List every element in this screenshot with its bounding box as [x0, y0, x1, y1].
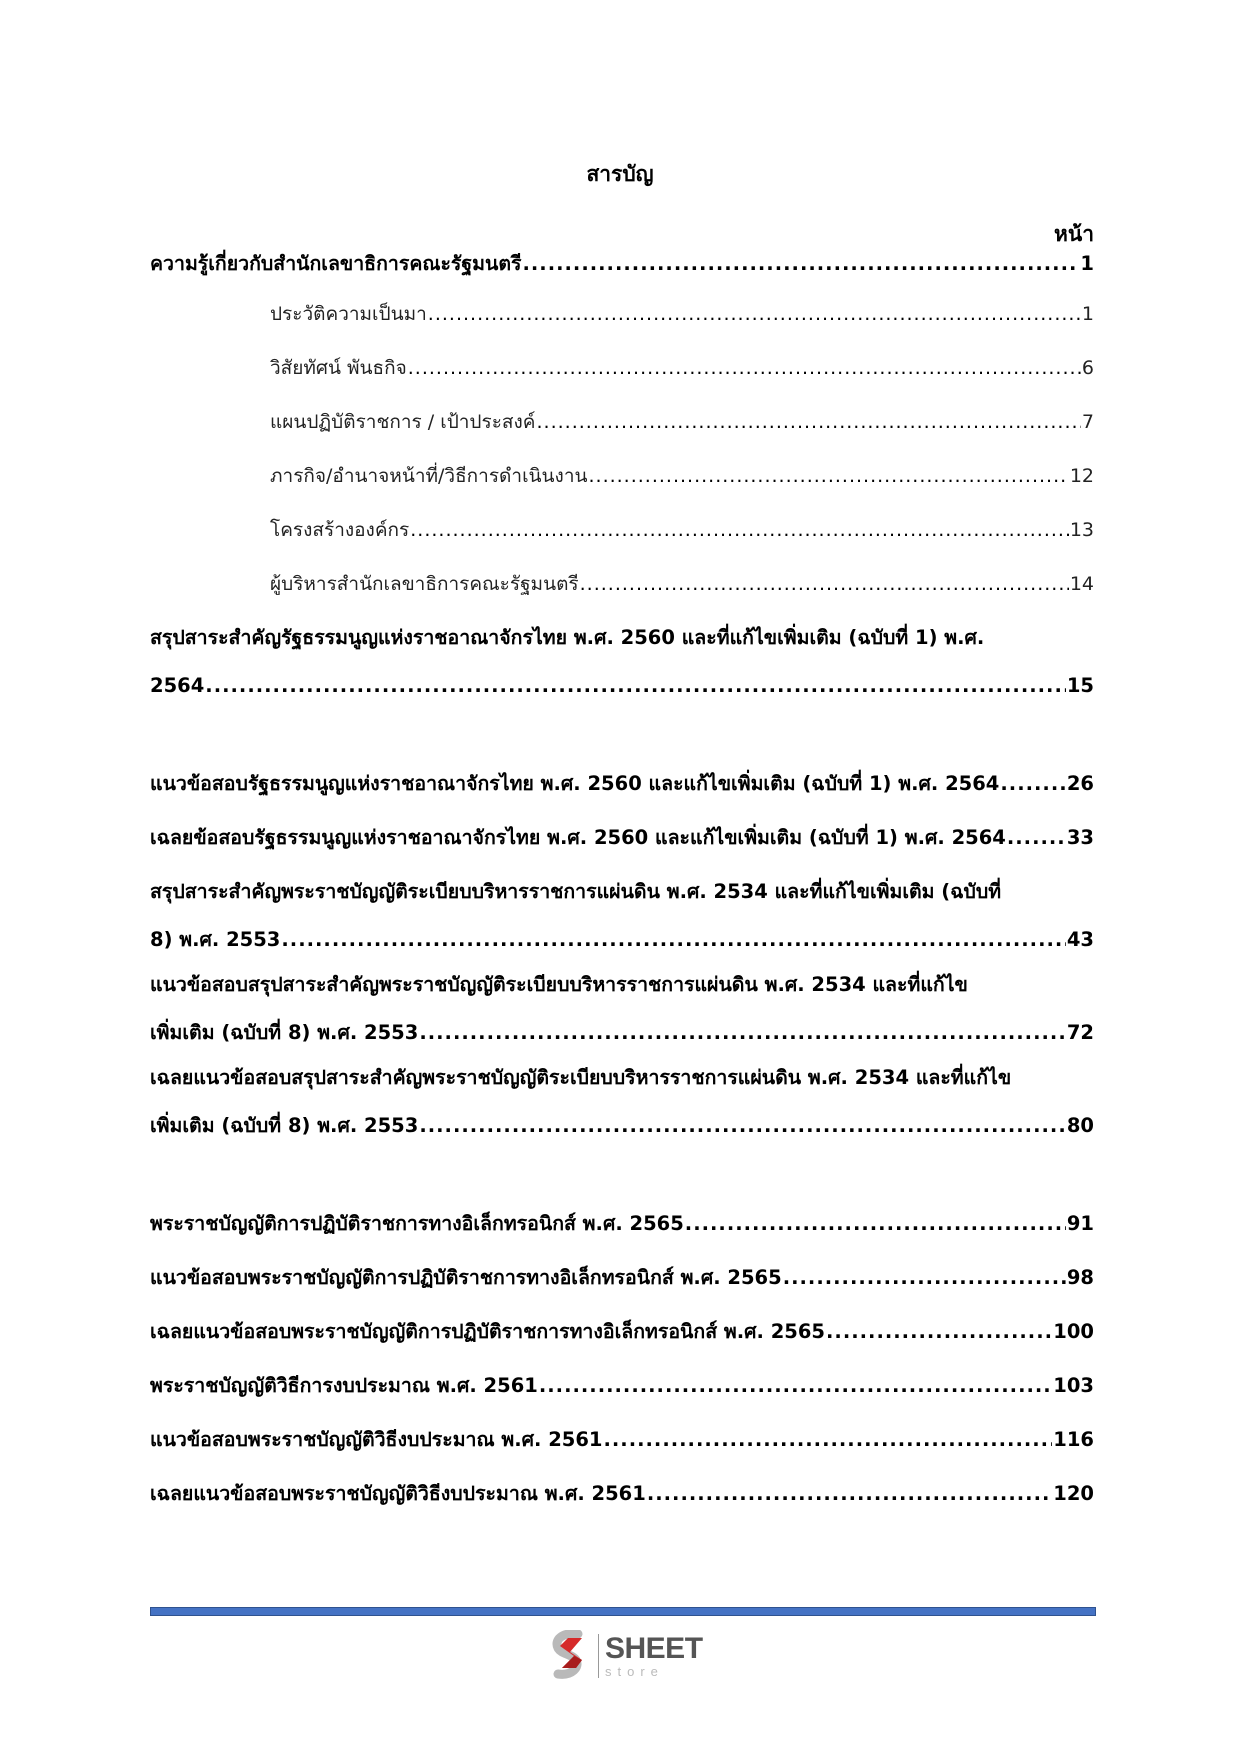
toc-subentry[interactable] [270, 460, 1094, 492]
dot-leader [588, 460, 1068, 492]
logo-separator [598, 1634, 599, 1678]
dot-leader [1007, 822, 1066, 854]
toc-entry-page: 7 [1081, 411, 1094, 433]
toc-entry[interactable] [150, 622, 1094, 702]
dot-leader [783, 1262, 1066, 1294]
toc-entry-page: 91 [1066, 1212, 1094, 1235]
toc-entry-text: เฉลยแนวข้อสอบพระราชบัญญัติวิธีงบประมาณ พ.ศ. 2561 [150, 1482, 646, 1505]
toc-entry-text: เฉลยข้อสอบรัฐธรรมนูญแห่งราชอาณาจักรไทย พ.ศ. 2560 และแก้ไขเพิ่มเติม (ฉบับที่ 1) พ.ศ. 2564 [150, 826, 1006, 849]
toc-entry-page: 72 [1066, 1021, 1094, 1044]
toc-entry-page: 98 [1066, 1266, 1094, 1289]
toc-entry[interactable] [150, 876, 1094, 956]
dot-leader [419, 1110, 1066, 1142]
dot-leader [428, 298, 1081, 330]
dot-leader [539, 1370, 1052, 1402]
logo-sub-text: store [605, 1664, 664, 1679]
dot-leader [408, 352, 1081, 384]
toc-subentry[interactable] [270, 514, 1094, 546]
toc-entry-page: 14 [1069, 573, 1094, 595]
toc-entry-text: 2564 [150, 674, 205, 697]
logo-main-text: SHEET [605, 1632, 703, 1665]
toc-entry-text: เฉลยแนวข้อสอบพระราชบัญญัติการปฏิบัติราชการทางอิเล็กทรอนิกส์ พ.ศ. 2565 [150, 1320, 825, 1343]
toc-entry-text: แนวข้อสอบรัฐธรรมนูญแห่งราชอาณาจักรไทย พ.ศ. 2560 และแก้ไขเพิ่มเติม (ฉบับที่ 1) พ.ศ. 2564 [150, 772, 1000, 795]
logo-text [605, 1634, 703, 1678]
toc-entry-page: 103 [1053, 1374, 1094, 1397]
toc-subentry[interactable] [270, 352, 1094, 384]
toc-entry-text: แนวข้อสอบพระราชบัญญัติวิธีงบประมาณ พ.ศ. 2561 [150, 1428, 603, 1451]
toc-entry-text: แนวข้อสอบพระราชบัญญัติการปฏิบัติราชการทางอิเล็กทรอนิกส์ พ.ศ. 2565 [150, 1266, 782, 1289]
toc-subentry[interactable] [270, 298, 1094, 330]
dot-leader [205, 670, 1066, 702]
toc-entry[interactable] [150, 1262, 1094, 1294]
dot-leader [410, 514, 1069, 546]
dot-leader [647, 1478, 1052, 1510]
toc-entry-text: เพิ่มเติม (ฉบับที่ 8) พ.ศ. 2553 [150, 1021, 419, 1044]
dot-leader [1000, 768, 1065, 800]
dot-leader [685, 1208, 1066, 1240]
toc-entry-page: 116 [1053, 1428, 1094, 1451]
toc-entry-page: 13 [1069, 519, 1094, 541]
toc-entry-page: 15 [1066, 674, 1094, 697]
toc-entry-text: ประวัติความเป็นมา [270, 303, 427, 325]
toc-entry-text: เพิ่มเติม (ฉบับที่ 8) พ.ศ. 2553 [150, 1114, 419, 1137]
toc-entry[interactable] [150, 1370, 1094, 1402]
toc-entry-text-line1: เฉลยแนวข้อสอบสรุปสาระสำคัญพระราชบัญญัติระเบียบบริหารราชการแผ่นดิน พ.ศ. 2534 และที่แก้ไข [150, 1066, 1012, 1089]
dot-leader [419, 1017, 1066, 1049]
toc-entry[interactable] [150, 1316, 1094, 1348]
toc-entry[interactable] [150, 768, 1094, 800]
toc-entry-text: 8) พ.ศ. 2553 [150, 928, 281, 951]
toc-entry[interactable] [150, 822, 1094, 854]
toc-entry[interactable] [150, 248, 1094, 280]
dot-leader [522, 248, 1079, 280]
dot-leader [580, 568, 1069, 600]
toc-entry-page: 26 [1066, 772, 1094, 795]
toc-entry-text: ผู้บริหารสำนักเลขาธิการคณะรัฐมนตรี [270, 573, 579, 595]
toc-entry-text: ความรู้เกี่ยวกับสำนักเลขาธิการคณะรัฐมนตรี [150, 252, 522, 275]
dot-leader [281, 924, 1065, 956]
toc-entry-text: พระราชบัญญัติวิธีการงบประมาณ พ.ศ. 2561 [150, 1374, 538, 1397]
dot-leader [826, 1316, 1052, 1348]
toc-entry-page: 120 [1053, 1482, 1094, 1505]
toc-entry[interactable] [150, 1478, 1094, 1510]
toc-subentry[interactable] [270, 406, 1094, 438]
toc-entry-page: 12 [1069, 465, 1094, 487]
page-column-label: หน้า [1054, 222, 1094, 246]
toc-entry-page: 1 [1081, 303, 1094, 325]
toc-entry-text: วิสัยทัศน์ พันธกิจ [270, 357, 407, 379]
toc-entry[interactable] [150, 969, 1094, 1049]
toc-entry-text: โครงสร้างองค์กร [270, 519, 410, 541]
toc-entry-page: 1 [1080, 252, 1094, 275]
toc-entry[interactable] [150, 1062, 1094, 1142]
toc-entry-page: 33 [1066, 826, 1094, 849]
sheet-store-logo [548, 1630, 703, 1682]
toc-entry-page: 80 [1066, 1114, 1094, 1137]
toc-entry[interactable] [150, 1208, 1094, 1240]
toc-subentry[interactable] [270, 568, 1094, 600]
toc-entry-text-line1: แนวข้อสอบสรุปสาระสำคัญพระราชบัญญัติระเบียบบริหารราชการแผ่นดิน พ.ศ. 2534 และที่แก้ไข [150, 973, 968, 996]
page-title: สารบัญ [586, 162, 654, 186]
toc-entry[interactable] [150, 1424, 1094, 1456]
dot-leader [537, 406, 1081, 438]
toc-entry-page: 6 [1081, 357, 1094, 379]
toc-entry-text-line1: สรุปสาระสำคัญพระราชบัญญัติระเบียบบริหารราชการแผ่นดิน พ.ศ. 2534 และที่แก้ไขเพิ่มเติม (ฉบับที่ [150, 880, 1002, 903]
toc-entry-text: แผนปฏิบัติราชการ / เป้าประสงค์ [270, 411, 536, 433]
toc-entry-page: 43 [1066, 928, 1094, 951]
toc-entry-page: 100 [1053, 1320, 1094, 1343]
toc-entry-text: ภารกิจ/อำนาจหน้าที่/วิธีการดำเนินงาน [270, 465, 588, 487]
toc-entry-text: พระราชบัญญัติการปฏิบัติราชการทางอิเล็กทรอนิกส์ พ.ศ. 2565 [150, 1212, 684, 1235]
sheet-store-s-logo-icon [548, 1630, 594, 1682]
toc-entry-text-line1: สรุปสาระสำคัญรัฐธรรมนูญแห่งราชอาณาจักรไทย พ.ศ. 2560 และที่แก้ไขเพิ่มเติม (ฉบับที่ 1) พ.ศ. [150, 626, 985, 649]
footer-divider-bar [150, 1607, 1096, 1616]
dot-leader [603, 1424, 1052, 1456]
